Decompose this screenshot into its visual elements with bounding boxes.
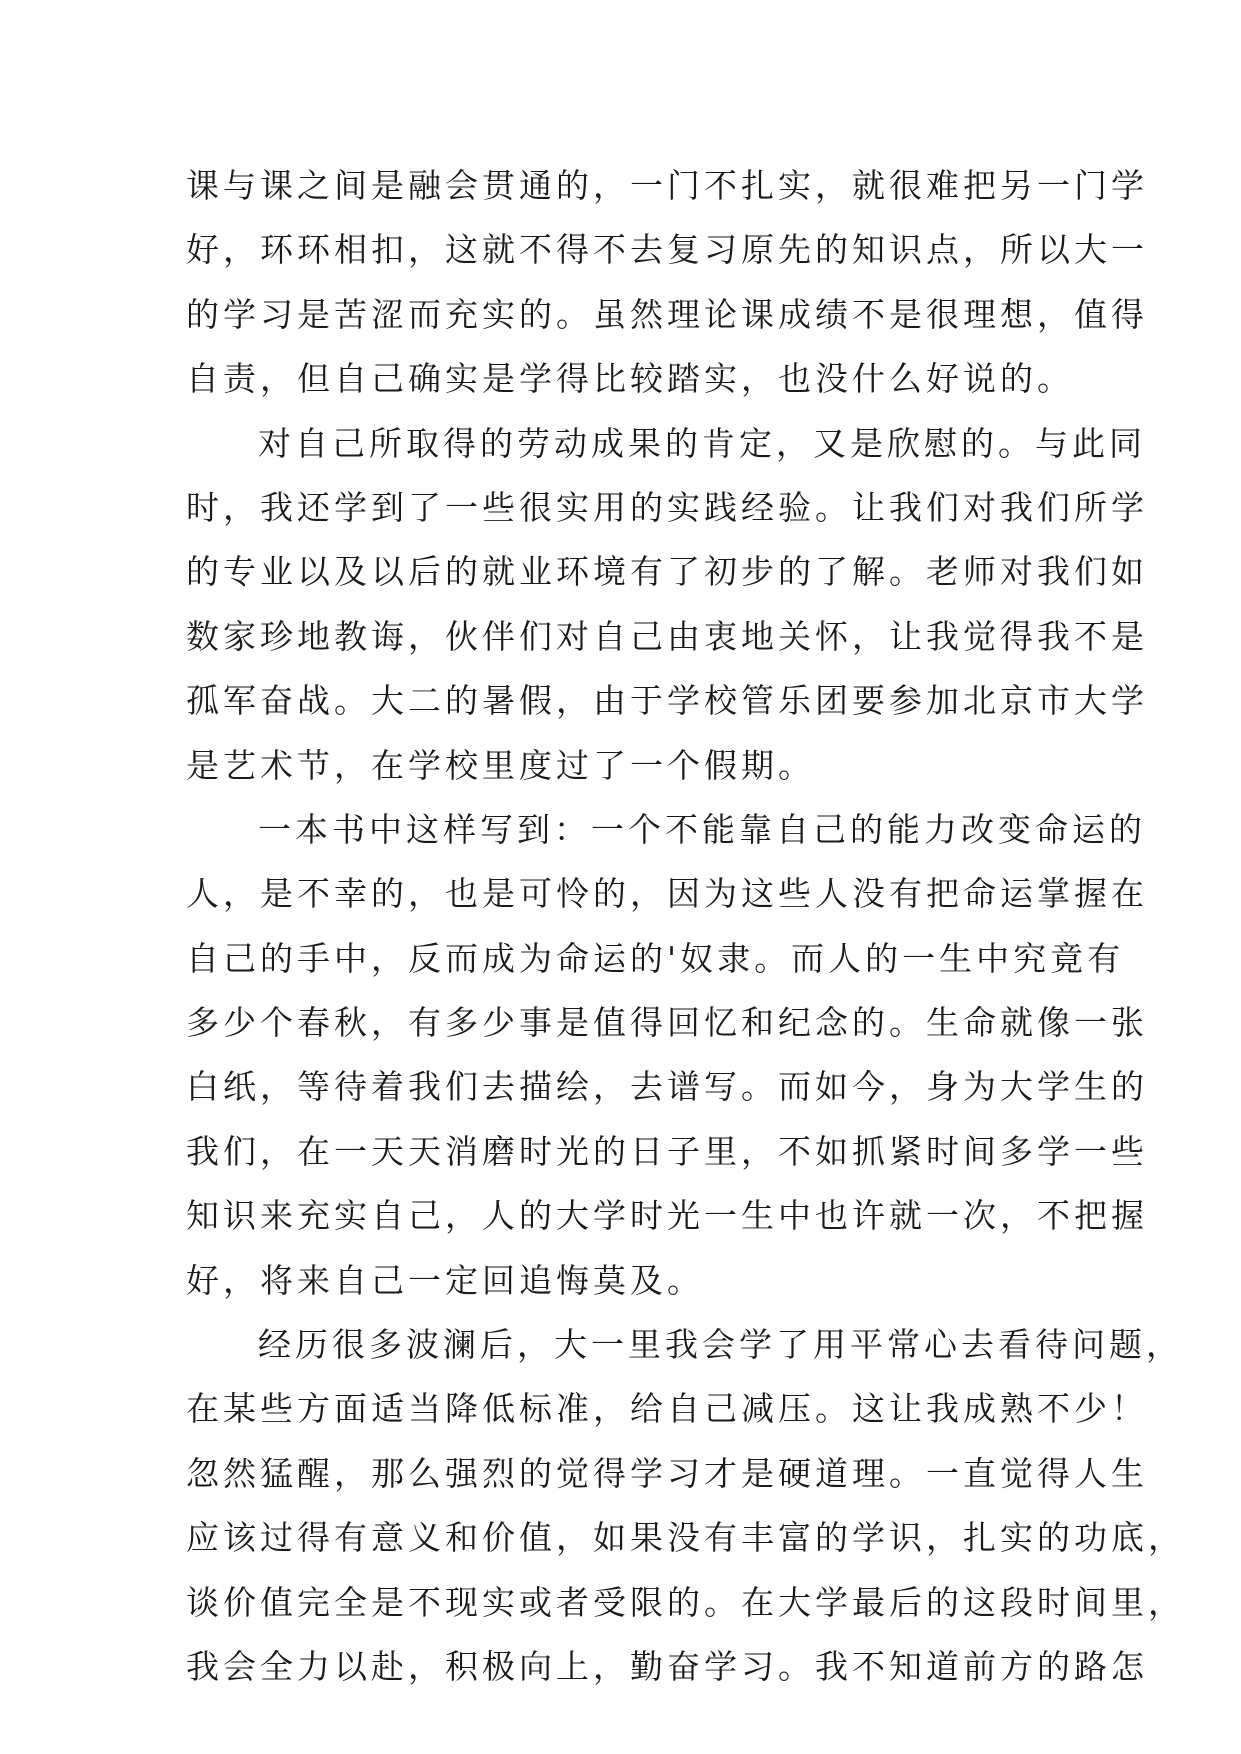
text-line: 自责，但自己确实是学得比较踏实，也没什么好说的。 xyxy=(186,359,1074,399)
paragraph-first-line: 对自己所取得的劳动成果的肯定，又是欣慰的。与此同 xyxy=(258,423,1146,463)
text-line: 的专业以及以后的就业环境有了初步的了解。老师对我们如 xyxy=(186,552,1148,592)
text-line: 我们，在一天天消磨时光的日子里，不如抓紧时间多学一些 xyxy=(186,1131,1148,1171)
text-line: 孤军奋战。大二的暑假，由于学校管乐团要参加北京市大学 xyxy=(186,681,1148,721)
text-line: 好，将来自己一定回追悔莫及。 xyxy=(186,1260,704,1300)
text-line: 多少个春秋，有多少事是值得回忆和纪念的。生命就像一张 xyxy=(186,1003,1148,1043)
text-line: 的学习是苦涩而充实的。虽然理论课成绩不是很理想，值得 xyxy=(186,294,1148,334)
text-line: 在某些方面适当降低标准，给自己减压。这让我成熟不少！ xyxy=(186,1389,1148,1429)
text-line: 应该过得有意义和价值，如果没有丰富的学识，扎实的功底， xyxy=(186,1518,1185,1558)
text-line: 谈价值完全是不现实或者受限的。在大学最后的这段时间里， xyxy=(186,1582,1185,1622)
text-line: 自己的手中，反而成为命运的'奴隶。而人的一生中究竟有 xyxy=(186,938,1125,978)
paragraph-first-line: 经历很多波澜后，大一里我会学了用平常心去看待问题， xyxy=(258,1325,1183,1365)
body-text xyxy=(186,154,1185,1699)
text-line: 课与课之间是融会贯通的，一门不扎实，就很难把另一门学 xyxy=(186,166,1148,205)
text-line: 数家珍地教诲，伙伴们对自己由衷地关怀，让我觉得我不是 xyxy=(186,616,1148,656)
text-line: 是艺术节，在学校里度过了一个假期。 xyxy=(186,745,815,785)
text-line: 我会全力以赴，积极向上，勤奋学习。我不知道前方的路怎 xyxy=(186,1646,1148,1686)
text-line: 时，我还学到了一些很实用的实践经验。让我们对我们所学 xyxy=(186,487,1148,527)
text-line: 好，环环相扣，这就不得不去复习原先的知识点，所以大一 xyxy=(186,230,1148,270)
paragraph-first-line: 一本书中这样写到：一个不能靠自己的能力改变命运的 xyxy=(258,809,1146,849)
text-line: 忽然猛醒，那么强烈的觉得学习才是硬道理。一直觉得人生 xyxy=(186,1453,1148,1493)
text-line: 人，是不幸的，也是可怜的，因为这些人没有把命运掌握在 xyxy=(186,874,1148,914)
text-line: 白纸，等待着我们去描绘，去谱写。而如今，身为大学生的 xyxy=(186,1067,1148,1107)
text-line: 知识来充实自己，人的大学时光一生中也许就一次，不把握 xyxy=(186,1196,1148,1236)
